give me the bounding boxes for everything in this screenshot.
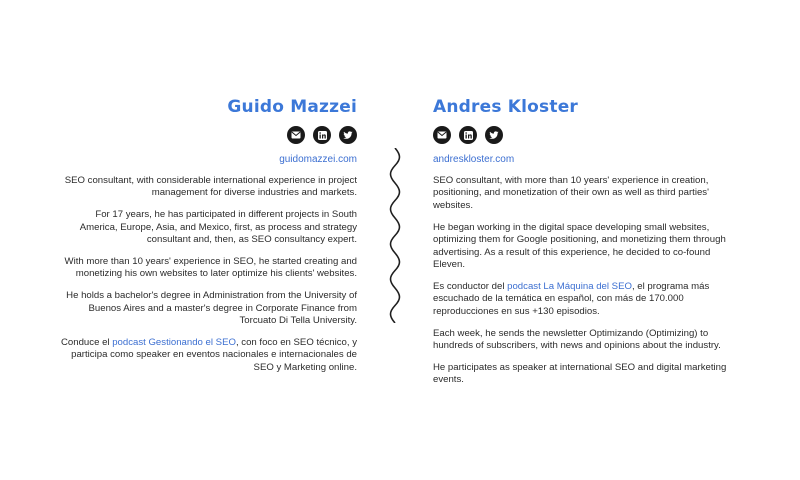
social-icons: [57, 126, 357, 144]
bio-paragraph: SEO consultant, with considerable international experience in project management for diverse industries and markets.: [64, 175, 357, 199]
bio-paragraph: He participates as speaker at international SEO and digital marketing events.: [433, 361, 727, 386]
twitter-icon[interactable]: [339, 126, 357, 144]
bio-paragraph: With more than 10 years' experience in SEO, he started creating and monetizing his own websites to later optimize his clients' websites.: [64, 256, 357, 280]
podcast-link[interactable]: podcast Gestionando el SEO: [112, 337, 236, 349]
podcast-paragraph: Es conductor del podcast La Máquina del SEO, el programa más escuchado de la temática en español, con más de 170.000 reproducciones en sus +130 episodios.: [433, 280, 710, 317]
website-link[interactable]: andreskloster.com: [433, 154, 515, 165]
profile-guido: [57, 96, 357, 384]
podcast-paragraph: Conduce el podcast Gestionando el SEO, con foco en SEO técnico, y participa como speaker en eventos nacionales e internacionales de SEO y Marketing online.: [61, 337, 357, 373]
profile-name: Andres Kloster: [433, 97, 579, 117]
bio-paragraph: He began working in the digital space developing small websites, optimizing them for Google positioning, and monetizing them through advertising. As a result of this experience, he decided to co-found Eleven.: [433, 221, 726, 270]
bio-paragraph: SEO consultant, with more than 10 years' experience in creation, positioning, and monetization of their own as well as third parties' websites.: [433, 175, 709, 211]
twitter-icon[interactable]: [485, 126, 503, 144]
profile-andres: [433, 96, 733, 396]
bio-paragraph: He holds a bachelor's degree in Administration from the University of Buenos Aires and a master's degree in Corporate Finance from Torcuato Di Tella University.: [66, 290, 357, 327]
website-link[interactable]: guidomazzei.com: [279, 154, 357, 165]
wavy-divider: [387, 148, 403, 323]
podcast-link[interactable]: podcast La Máquina del SEO: [507, 280, 632, 292]
bio-paragraph: For 17 years, he has participated in different projects in South America, Europe, Asia, and Mexico, first, as process and strategy consultant and, then, as SEO consultancy expert.: [79, 209, 357, 246]
social-icons: [433, 126, 733, 144]
bio-paragraph: Each week, he sends the newsletter Optimizando (Optimizing) to hundreds of subscribers, with news and opinions about the industry.: [433, 327, 721, 351]
email-icon[interactable]: [287, 126, 305, 144]
profile-name: Guido Mazzei: [227, 97, 357, 117]
linkedin-icon[interactable]: [313, 126, 331, 144]
email-icon[interactable]: [433, 126, 451, 144]
linkedin-icon[interactable]: [459, 126, 477, 144]
